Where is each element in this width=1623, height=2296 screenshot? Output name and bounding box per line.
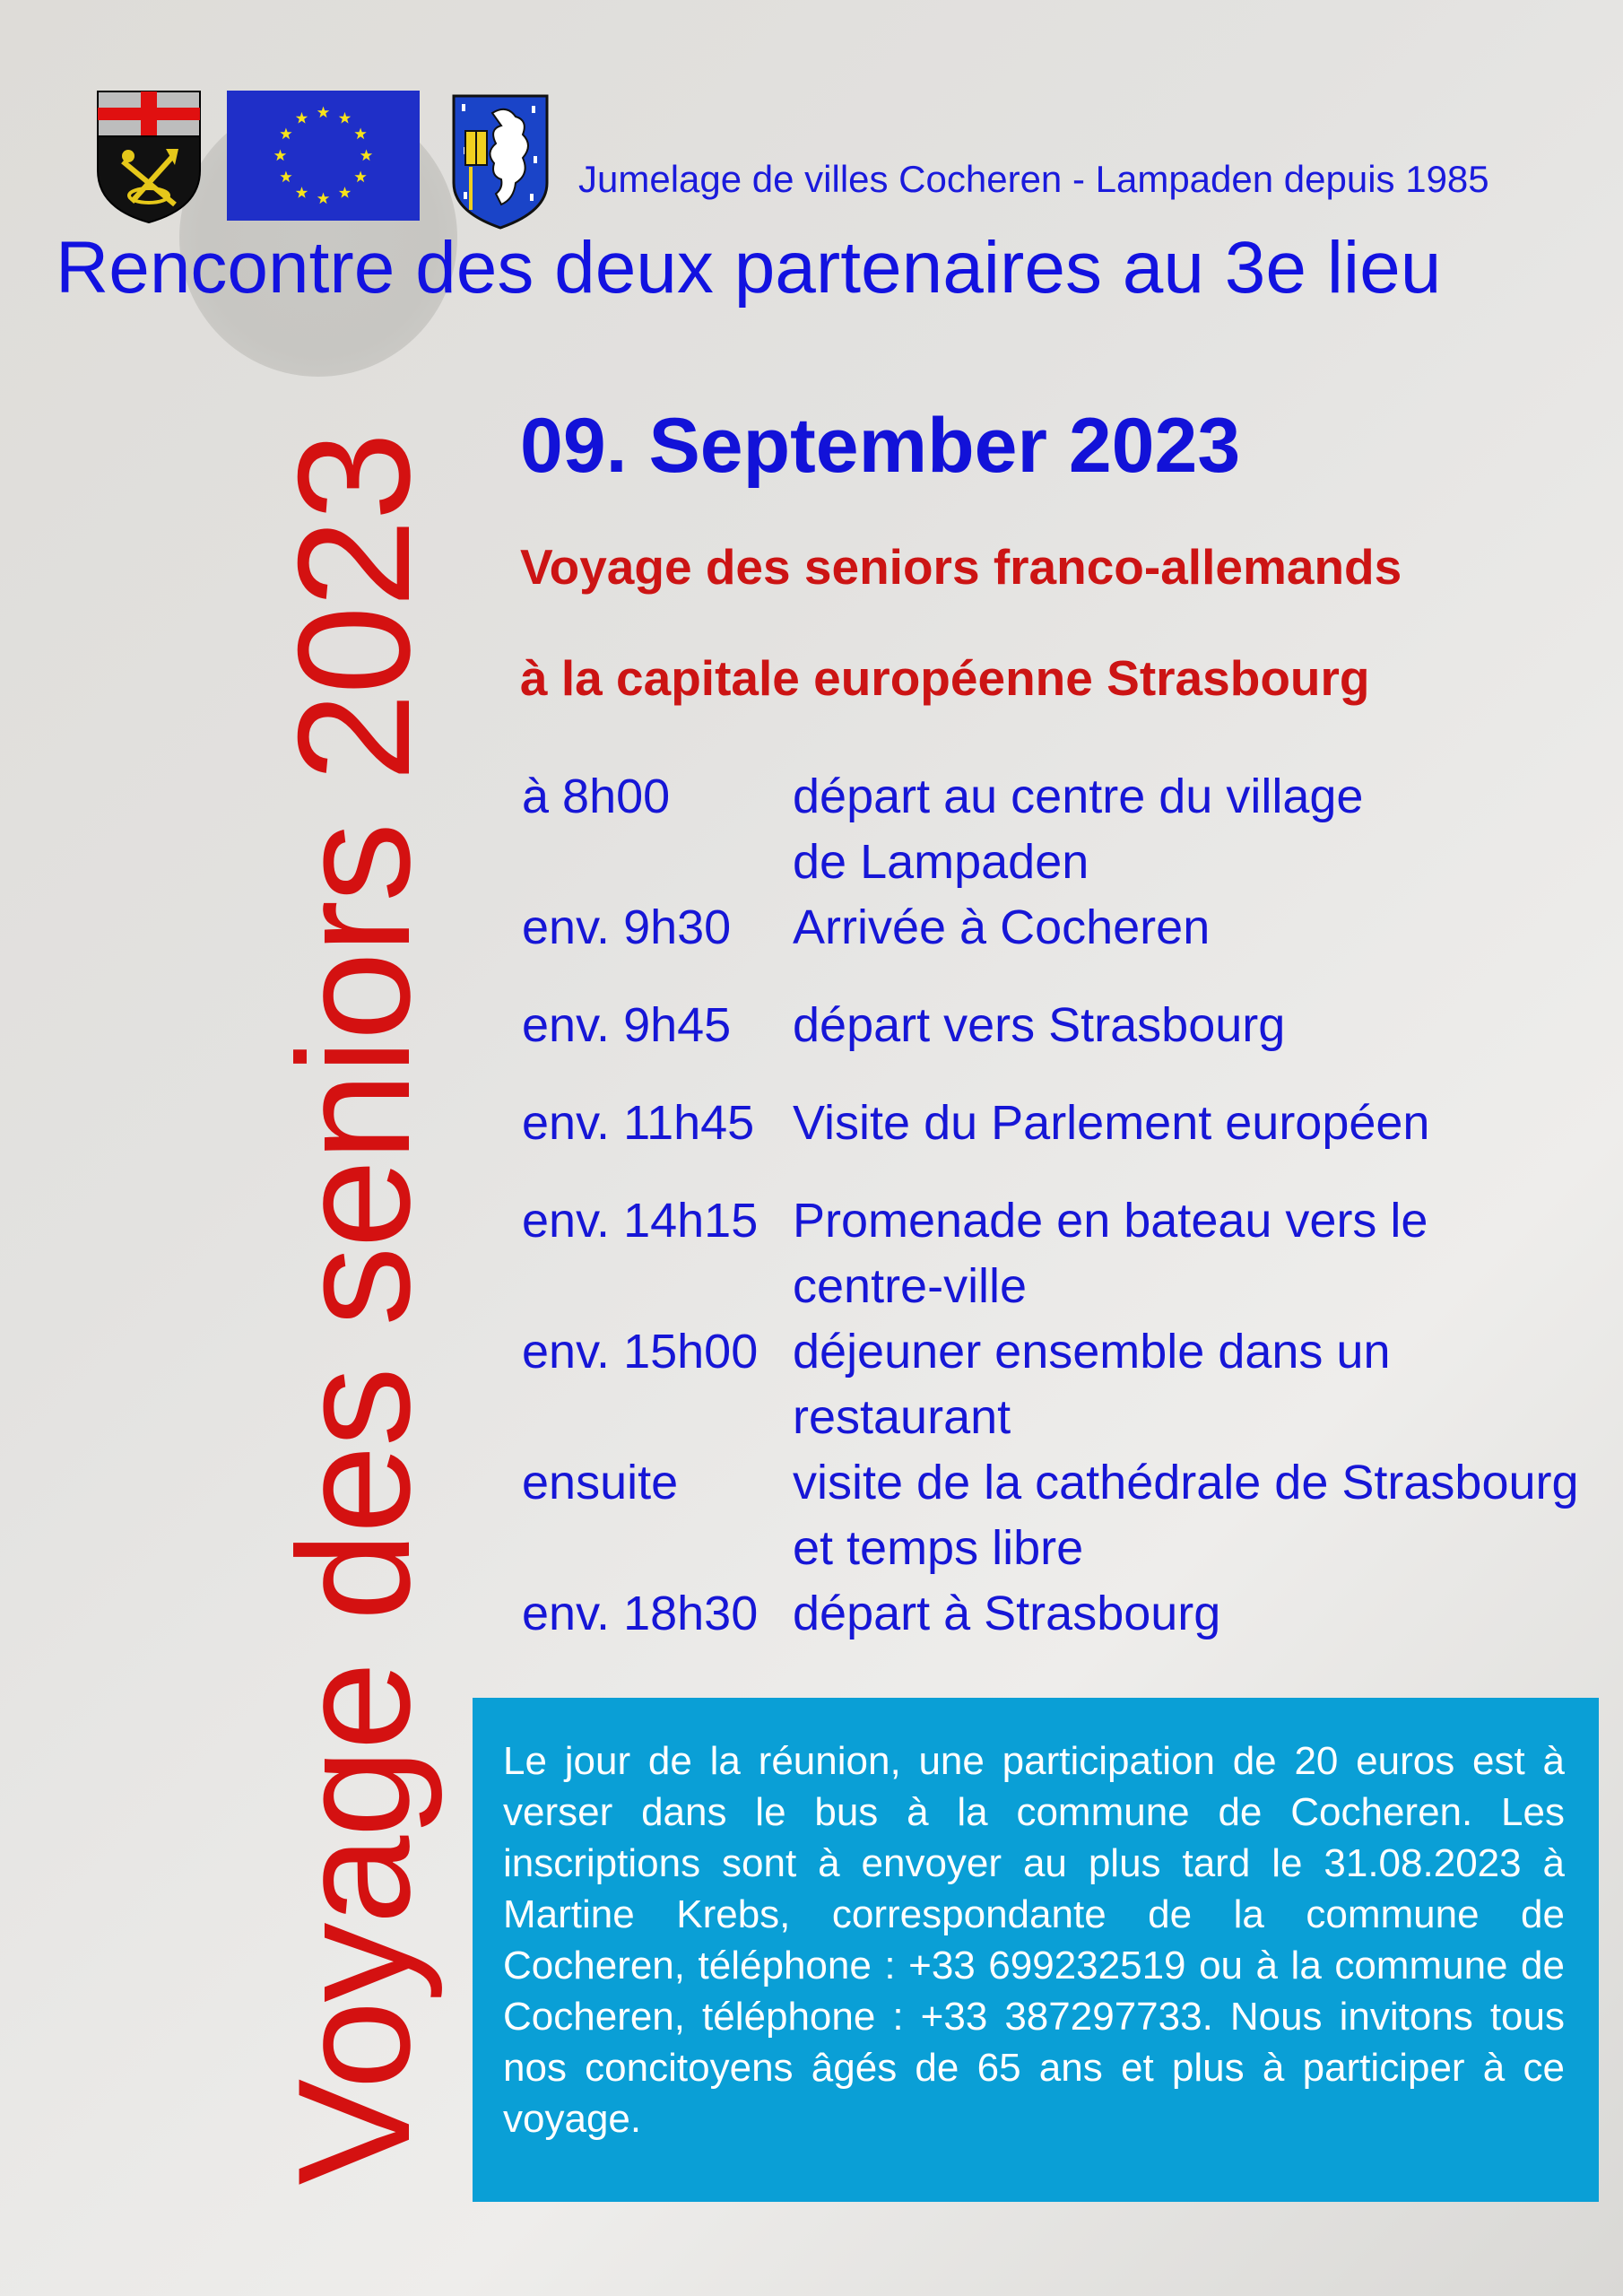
schedule-time: env. 15h00 (522, 1325, 759, 1378)
coat-of-arms-lampaden (96, 90, 202, 224)
schedule-time: à 8h00 (522, 770, 671, 823)
schedule-time: env. 18h30 (522, 1587, 759, 1640)
schedule-row (522, 1319, 1607, 1450)
schedule-row (522, 1091, 1607, 1156)
schedule-time: ensuite (522, 1456, 679, 1509)
schedule-desc: déjeuner ensemble dans un restaurant (793, 1325, 1391, 1444)
schedule-desc: Arrivée à Cocheren (793, 900, 1211, 954)
eu-flag (227, 91, 420, 221)
schedule-time: env. 9h30 (522, 900, 732, 954)
event-subtitle-2: à la capitale européenne Strasbourg (520, 650, 1370, 706)
info-text: Le jour de la réunion, une participation de 20 euros est à verser dans le bus à la commune de Cocheren. Les inscriptions sont à envoyer au plus tard le 31.08.2023 à Martine Krebs, correspondante de la commune de Cocheren, téléphone : +33 699232519 ou à la commune de Cocheren, téléphone : +33 387297733. Nous invitons tous nos concitoyens âgés de 65 ans et plus à participer à ce voyage. (503, 1739, 1565, 2141)
schedule-desc: départ à Strasbourg (793, 1587, 1221, 1640)
schedule-row (522, 1581, 1607, 1647)
schedule-row (522, 895, 1607, 961)
schedule-desc: visite de la cathédrale de Strasbourg et temps libre (793, 1456, 1579, 1575)
schedule-desc: Promenade en bateau vers le centre-ville (793, 1194, 1428, 1313)
schedule-list (522, 764, 1607, 1647)
schedule-row (522, 764, 1607, 895)
schedule-row (522, 1450, 1607, 1581)
coat-of-arms-cocheren (451, 93, 550, 230)
schedule-row (522, 1188, 1607, 1319)
page-title: Rencontre des deux partenaires au 3e lieu (56, 227, 1442, 309)
vertical-title: Voyage des seniors 2023 (265, 433, 443, 2186)
info-box (473, 1698, 1599, 2202)
schedule-time: env. 11h45 (522, 1096, 755, 1150)
schedule-row (522, 993, 1607, 1058)
schedule-time: env. 14h15 (522, 1194, 759, 1248)
schedule-desc: départ au centre du village de Lampaden (793, 770, 1364, 889)
event-subtitle-1: Voyage des seniors franco-allemands (520, 539, 1402, 595)
vertical-title-container (256, 404, 453, 2215)
schedule-time: env. 9h45 (522, 998, 732, 1052)
schedule-desc: Visite du Parlement européen (793, 1096, 1430, 1150)
schedule-desc: départ vers Strasbourg (793, 998, 1286, 1052)
event-date: 09. September 2023 (520, 403, 1241, 489)
twinning-tagline: Jumelage de villes Cocheren - Lampaden depuis 1985 (578, 158, 1489, 200)
